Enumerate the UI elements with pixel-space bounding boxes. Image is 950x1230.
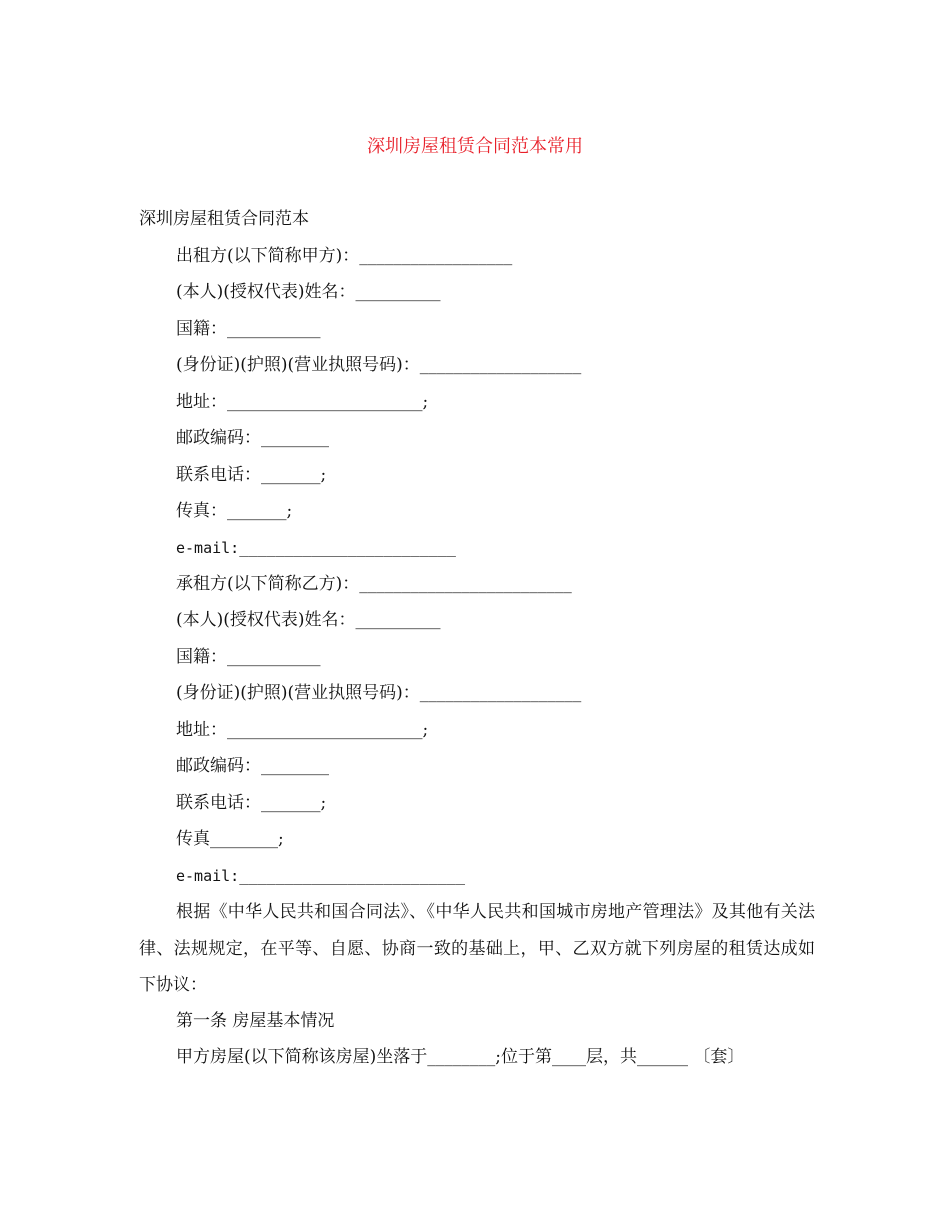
party-b-id: (身份证)(护照)(营业执照号码)：___________________ xyxy=(176,683,582,703)
document-subtitle: 深圳房屋租赁合同范本 xyxy=(139,209,309,229)
party-b-name: (本人)(授权代表)姓名：__________ xyxy=(176,610,441,630)
party-a-fax: 传真：_______; xyxy=(176,501,293,521)
party-a-intro: 出租方(以下简称甲方)：__________________ xyxy=(176,246,513,266)
party-b-address: 地址：_______________________; xyxy=(176,720,429,740)
party-b-postcode: 邮政编码：________ xyxy=(176,756,329,776)
party-b-email: e-mail:_________________________ xyxy=(176,867,465,885)
party-a-address: 地址：_______________________; xyxy=(176,392,429,412)
document-title: 深圳房屋租赁合同范本常用 xyxy=(367,136,583,157)
article-1-heading: 第一条 房屋基本情况 xyxy=(176,1011,335,1031)
party-a-postcode: 邮政编码：________ xyxy=(176,428,329,448)
party-b-phone: 联系电话：_______; xyxy=(176,793,327,813)
article-1-text: 甲方房屋(以下简称该房屋)坐落于________;位于第____层，共______ 〔套〕 xyxy=(176,1047,745,1067)
party-a-nationality: 国籍：___________ xyxy=(176,319,321,339)
preamble-paragraph: 根据《中华人民共和国合同法》、《中华人民共和国城市房地产管理法》及其他有关法律、法规规定，在平等、自愿、协商一致的基础上，甲、乙双方就下列房屋的租赁达成如下协议： xyxy=(139,902,815,995)
party-a-id: (身份证)(护照)(营业执照号码)：___________________ xyxy=(176,355,582,375)
party-a-email: e-mail:________________________ xyxy=(176,539,456,557)
party-b-intro: 承租方(以下简称乙方)：_________________________ xyxy=(176,574,572,594)
party-a-name: (本人)(授权代表)姓名：__________ xyxy=(176,282,441,302)
party-b-fax: 传真________; xyxy=(176,829,284,849)
party-b-nationality: 国籍：___________ xyxy=(176,647,321,667)
party-a-phone: 联系电话：_______; xyxy=(176,465,327,485)
